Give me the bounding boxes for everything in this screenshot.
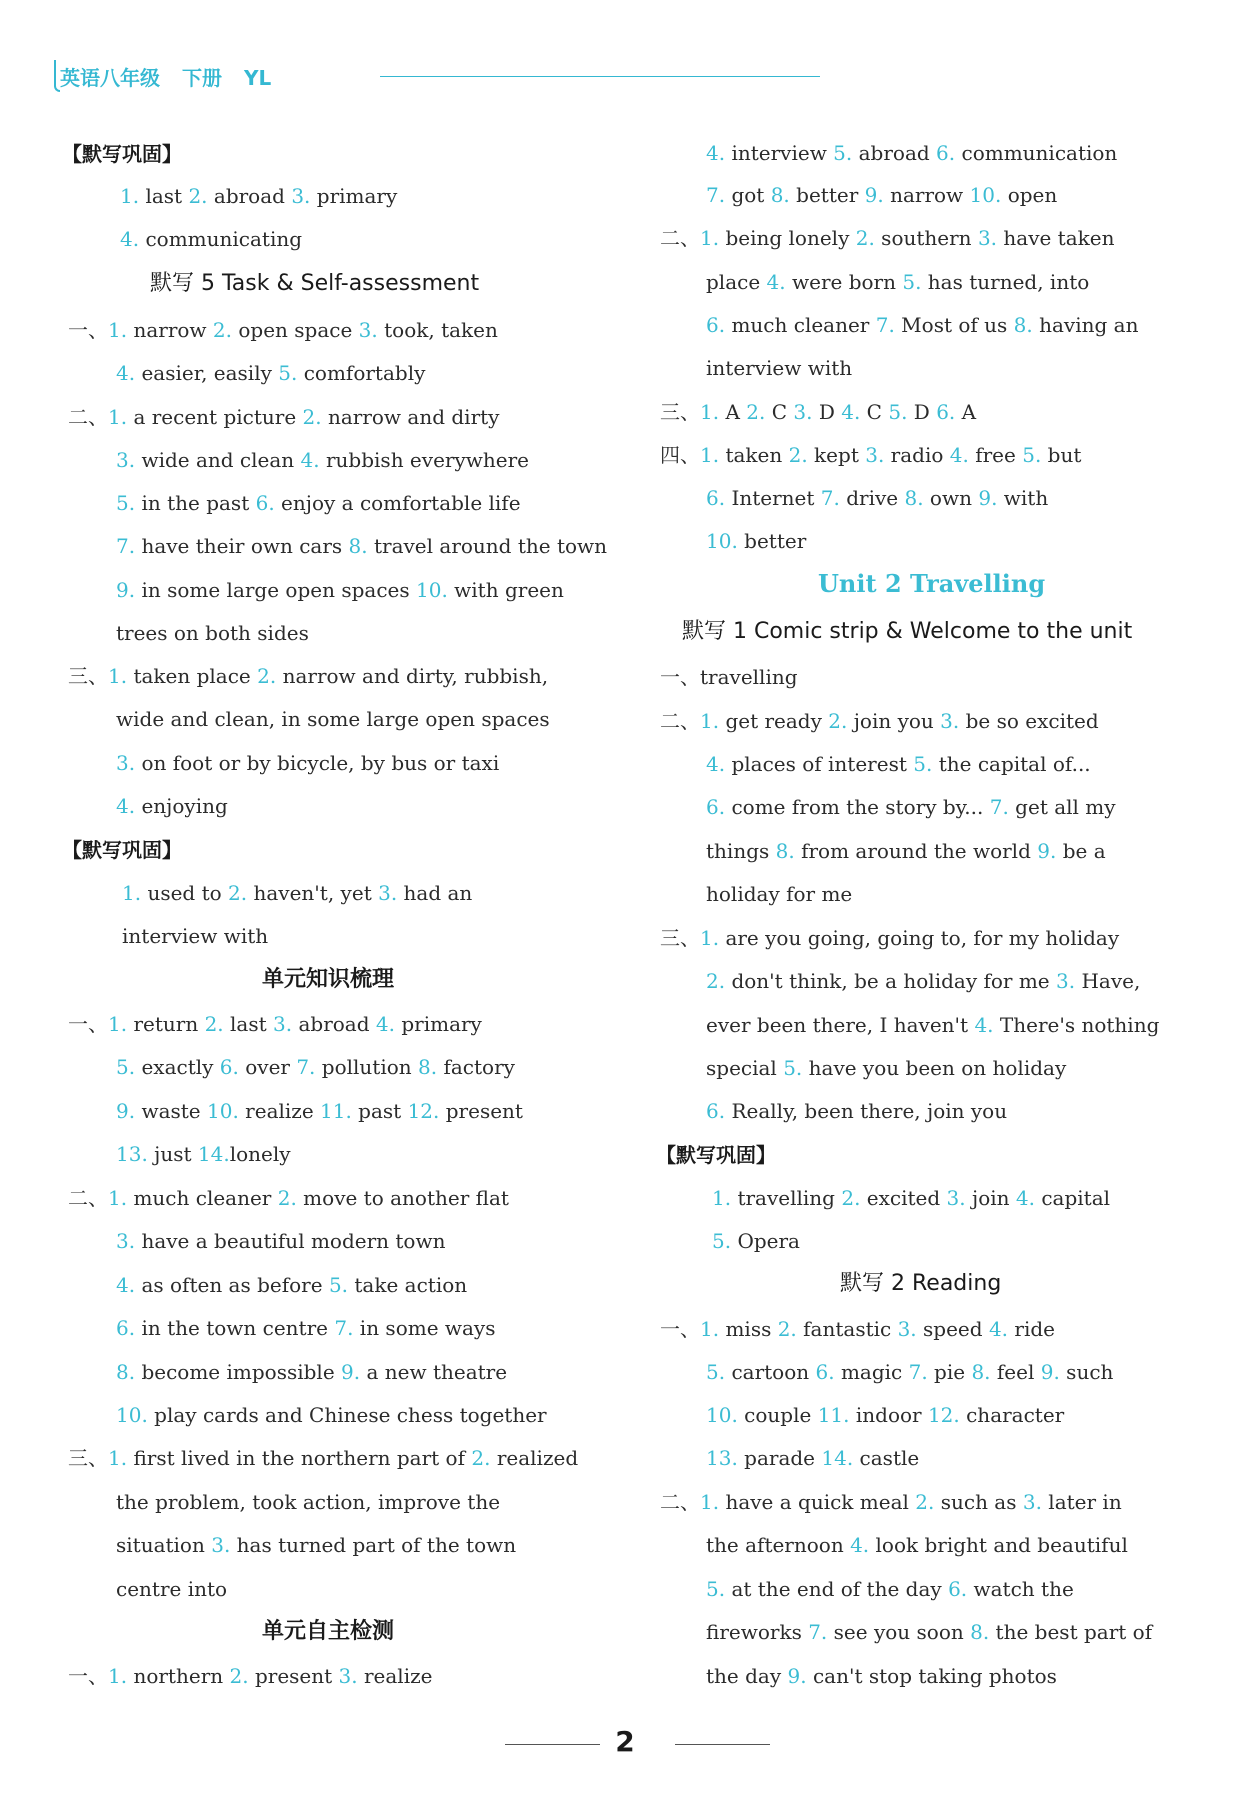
answer-line: situation 3. has turned part of the town xyxy=(116,1533,517,1557)
answer-line: 9. waste 10. realize 11. past 12. present xyxy=(116,1099,523,1123)
answer-line: holiday for me xyxy=(706,882,853,906)
answer-line: 二、1. have a quick meal 2. such as 3. later in xyxy=(660,1490,1122,1514)
page-number: 2 xyxy=(615,1725,635,1758)
footer-rule-right xyxy=(675,1744,770,1745)
answer-line: 5. Opera xyxy=(712,1229,800,1253)
answer-line: 4. easier, easily 5. comfortably xyxy=(116,361,426,385)
answer-line: 二、1. much cleaner 2. move to another flat xyxy=(68,1186,509,1210)
answer-line: 二、1. get ready 2. join you 3. be so excited xyxy=(660,709,1099,733)
answer-line: 三、1. taken place 2. narrow and dirty, rubbish, xyxy=(68,664,549,688)
answer-line: place 4. were born 5. has turned, into xyxy=(706,270,1090,294)
subsection-title: 默写 2 Reading xyxy=(840,1271,1002,1296)
answer-line: 4. enjoying xyxy=(116,794,228,818)
answer-line: 二、1. a recent picture 2. narrow and dirty xyxy=(68,405,500,429)
answer-line: 9. in some large open spaces 10. with green xyxy=(116,578,564,602)
section-heading: 【默写巩固】 xyxy=(62,838,182,862)
answer-line: 8. become impossible 9. a new theatre xyxy=(116,1360,508,1384)
answer-line: 5. cartoon 6. magic 7. pie 8. feel 9. such xyxy=(706,1360,1114,1384)
answer-line: the afternoon 4. look bright and beautiful xyxy=(706,1533,1128,1557)
answer-line: special 5. have you been on holiday xyxy=(706,1056,1067,1080)
answer-line: interview with xyxy=(122,924,269,948)
answer-line: 13. parade 14. castle xyxy=(706,1446,920,1470)
answer-line: 5. at the end of the day 6. watch the xyxy=(706,1577,1074,1601)
subsection-title: 单元知识梳理 xyxy=(262,967,395,992)
answer-line: 4. communicating xyxy=(120,227,303,251)
answer-line: 三、1. A 2. C 3. D 4. C 5. D 6. A xyxy=(660,400,977,424)
answer-line: 一、1. northern 2. present 3. realize xyxy=(68,1664,433,1688)
answer-line: 一、1. narrow 2. open space 3. took, taken xyxy=(68,318,498,342)
answer-line: things 8. from around the world 9. be a xyxy=(706,839,1106,863)
answer-line: 10. better xyxy=(706,529,807,553)
answer-line: centre into xyxy=(116,1577,228,1601)
answer-line: 6. in the town centre 7. in some ways xyxy=(116,1316,496,1340)
answer-line: 1. travelling 2. excited 3. join 4. capital xyxy=(712,1186,1111,1210)
header-volume: 下册 xyxy=(182,66,222,90)
answer-line: 3. have a beautiful modern town xyxy=(116,1229,446,1253)
answer-line: 5. exactly 6. over 7. pollution 8. factory xyxy=(116,1055,515,1079)
answer-line: the problem, took action, improve the xyxy=(116,1490,501,1514)
section-heading: 【默写巩固】 xyxy=(62,142,182,166)
page-header xyxy=(60,62,293,91)
answer-line: fireworks 7. see you soon 8. the best part of xyxy=(706,1620,1153,1644)
answer-line: 13. just 14.lonely xyxy=(116,1142,291,1166)
answer-line: 6. Really, been there, join you xyxy=(706,1099,1008,1123)
answer-line: 7. got 8. better 9. narrow 10. open xyxy=(706,183,1058,207)
answer-line: 2. don't think, be a holiday for me 3. Have, xyxy=(706,969,1141,993)
answer-line: 1. used to 2. haven't, yet 3. had an xyxy=(122,881,473,905)
answer-line: 7. have their own cars 8. travel around the town xyxy=(116,534,608,558)
subsection-title: 默写 1 Comic strip & Welcome to the unit xyxy=(682,619,1133,644)
answer-line: ever been there, I haven't 4. There's nothing xyxy=(706,1013,1160,1037)
answer-line: wide and clean, in some large open spaces xyxy=(116,707,550,731)
answer-line: 二、1. being lonely 2. southern 3. have taken xyxy=(660,226,1115,250)
answer-line: 6. Internet 7. drive 8. own 9. with xyxy=(706,486,1049,510)
unit-title: Unit 2 Travelling xyxy=(818,569,1046,598)
answer-line: 一、1. return 2. last 3. abroad 4. primary xyxy=(68,1012,482,1036)
answer-line: interview with xyxy=(706,356,853,380)
answer-line: 4. interview 5. abroad 6. communication xyxy=(706,141,1118,165)
answer-line: 三、1. are you going, going to, for my holiday xyxy=(660,926,1120,950)
answer-line: 一、travelling xyxy=(660,665,798,689)
section-heading: 【默写巩固】 xyxy=(656,1143,776,1167)
header-book: 英语八年级 xyxy=(60,66,160,90)
answer-line: 一、1. miss 2. fantastic 3. speed 4. ride xyxy=(660,1317,1055,1341)
answer-line: 6. come from the story by... 7. get all my xyxy=(706,795,1116,819)
answer-line: trees on both sides xyxy=(116,621,309,645)
answer-line: 6. much cleaner 7. Most of us 8. having an xyxy=(706,313,1139,337)
header-rule xyxy=(380,76,820,77)
answer-line: 4. places of interest 5. the capital of... xyxy=(706,752,1091,776)
answer-line: 5. in the past 6. enjoy a comfortable life xyxy=(116,491,521,515)
answer-line: 3. on foot or by bicycle, by bus or taxi xyxy=(116,751,500,775)
answer-line: 10. play cards and Chinese chess together xyxy=(116,1403,547,1427)
answer-line: 10. couple 11. indoor 12. character xyxy=(706,1403,1065,1427)
answer-line: 4. as often as before 5. take action xyxy=(116,1273,468,1297)
subsection-title: 默写 5 Task & Self-assessment xyxy=(150,271,480,296)
subsection-title: 单元自主检测 xyxy=(262,1619,395,1644)
answer-line: the day 9. can't stop taking photos xyxy=(706,1664,1057,1688)
answer-line: 3. wide and clean 4. rubbish everywhere xyxy=(116,448,529,472)
answer-line: 1. last 2. abroad 3. primary xyxy=(120,184,398,208)
answer-line: 四、1. taken 2. kept 3. radio 4. free 5. but xyxy=(660,443,1082,467)
header-edition: YL xyxy=(244,66,272,90)
answer-line: 三、1. first lived in the northern part of 2. realized xyxy=(68,1446,579,1470)
